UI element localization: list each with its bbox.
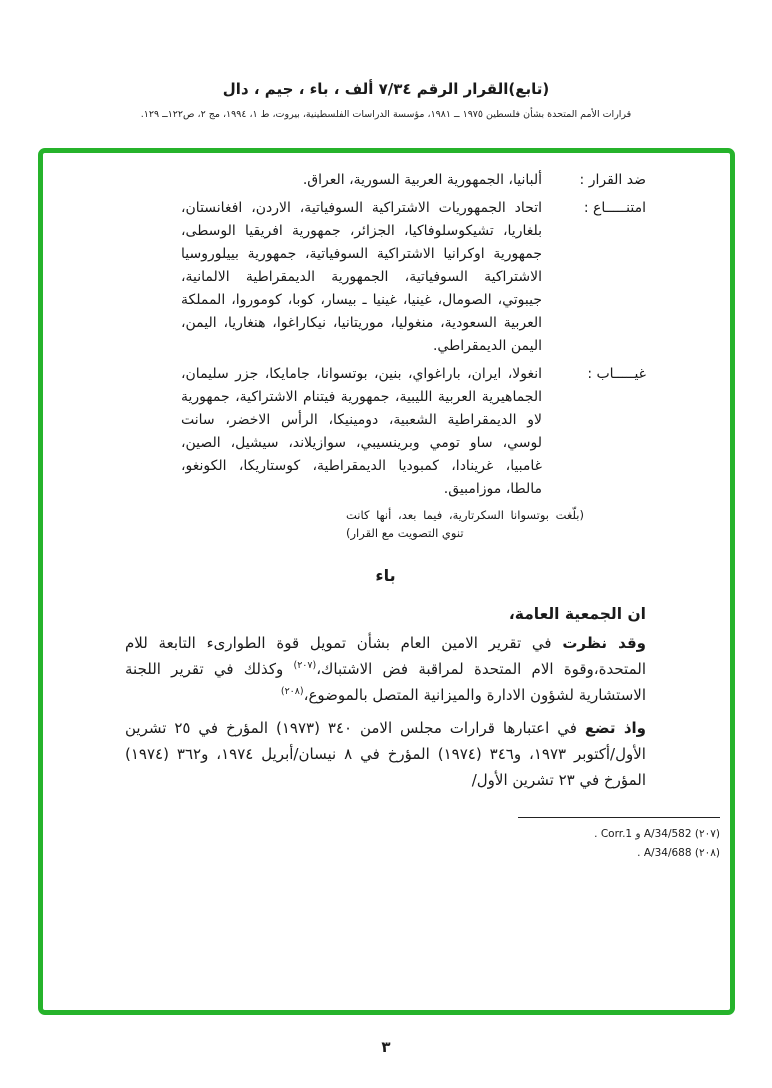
assembly-salutation: ان الجمعية العامة، xyxy=(508,605,646,623)
vote-against-label: ضد القرار : xyxy=(579,172,646,188)
footnote-207: (٢٠٧) A/34/582 و Corr.1 . xyxy=(594,828,720,840)
page-content xyxy=(43,153,730,1010)
vote-against-row xyxy=(181,169,646,192)
section-heading-baa: باء xyxy=(375,566,396,585)
vote-absent-countries: انغولا، ايران، باراغواي، بنين، بوتسوانا، جامايكا، جزر سليمان، الجماهيرية العربية الليبية، جمهورية فيتنام الاشتراكية، جمهورية لاو الديمقراطية الشعبية، دومينيكا، الرأس الاخضر، سانت لوسي، ساو تومي وبرينسيبي، سوازيلاند، سيشيل، الصين، غامبيا، غرينادا، كمبوديا الديمقراطية، كوستاريكا، الكونغو، مالطا، موزامبيق. xyxy=(181,366,542,497)
paragraph-lead: وقد نظرت xyxy=(562,634,646,652)
paragraph-text: في تقرير الامين العام بشأن تمويل قوة الطوارىء التابعة للام المتحدة،وقوة الام المتحدة لمراقبة فض الاشتباك، xyxy=(125,634,646,678)
page-number: ٣ xyxy=(381,1038,391,1056)
paragraph-text: وكذلك في تقرير اللجنة الاستشارية لشؤون الادارة والميزانية المتصل بالموضوع، xyxy=(125,660,646,704)
annotation-frame xyxy=(38,148,735,1015)
paragraph-having-considered xyxy=(125,630,646,708)
vote-absent-label: غيـــــاب : xyxy=(587,366,646,382)
vote-abstain-countries: اتحاد الجمهوريات الاشتراكية السوفياتية، الاردن، افغانستان، بلغاريا، تشيكوسلوفاكيا، الجزائر، جمهورية افريقيا الوسطى، جمهورية اوكرانيا الاشتراكية السوفياتية، جمهورية بييلوروسيا الاشتراكية السوفياتية، الجمهورية الديمقراطية الالمانية، جيبوتي، الصومال، غينيا، غينيا ـ بيسار، كوبا، كوموروا، المملكة العربية السعودية، منغوليا، موريتانيا، نيكاراغوا، هنغاريا، اليمن، اليمن الديمقراطي. xyxy=(181,200,542,354)
vote-results xyxy=(181,169,646,501)
footnote-208: (٢٠٨) A/34/688 . xyxy=(637,847,720,859)
document-title: (تابع)القرار الرقم ٧/٣٤ ألف ، باء ، جيم ، دال xyxy=(222,80,550,98)
footnote-ref-208: (٢٠٨) xyxy=(280,686,304,697)
footnote-ref-207: (٢٠٧) xyxy=(293,660,317,671)
vote-abstain-row xyxy=(181,197,646,358)
paragraph-text: في اعتبارها قرارات مجلس الامن ٣٤٠ (١٩٧٣) المؤرخ في ٢٥ تشرين الأول/أكتوبر ١٩٧٣، و٣٤٦ (١٩٧٤) المؤرخ في ٨ نيسان/أبريل ١٩٧٤، و٣٦٢ (١٩٧٤) المؤرخ في ٢٣ تشرين الأول/ xyxy=(125,719,646,789)
paragraph-bearing-in-mind xyxy=(125,715,646,793)
paragraph-lead: واذ تضع xyxy=(584,719,647,737)
source-citation: قرارات الأمم المتحدة بشأن فلسطين ١٩٧٥ ــ ١٩٨١، مؤسسة الدراسات الفلسطينية، بيروت، ط ١، ١٩٩٤، مج ٢، ص١٢٢ــ ١٢٩. xyxy=(140,109,632,120)
footnotes-block xyxy=(518,817,720,863)
botswana-note: (بلّغت بوتسوانا السكرتارية، فيما بعد، أنها كانت تنوي التصويت مع القرار) xyxy=(346,508,584,540)
vote-abstain-label: امتنـــــاع : xyxy=(583,200,646,216)
vote-against-countries: ألبانيا، الجمهورية العربية السورية، العراق. xyxy=(302,172,542,188)
vote-absent-row xyxy=(181,363,646,501)
